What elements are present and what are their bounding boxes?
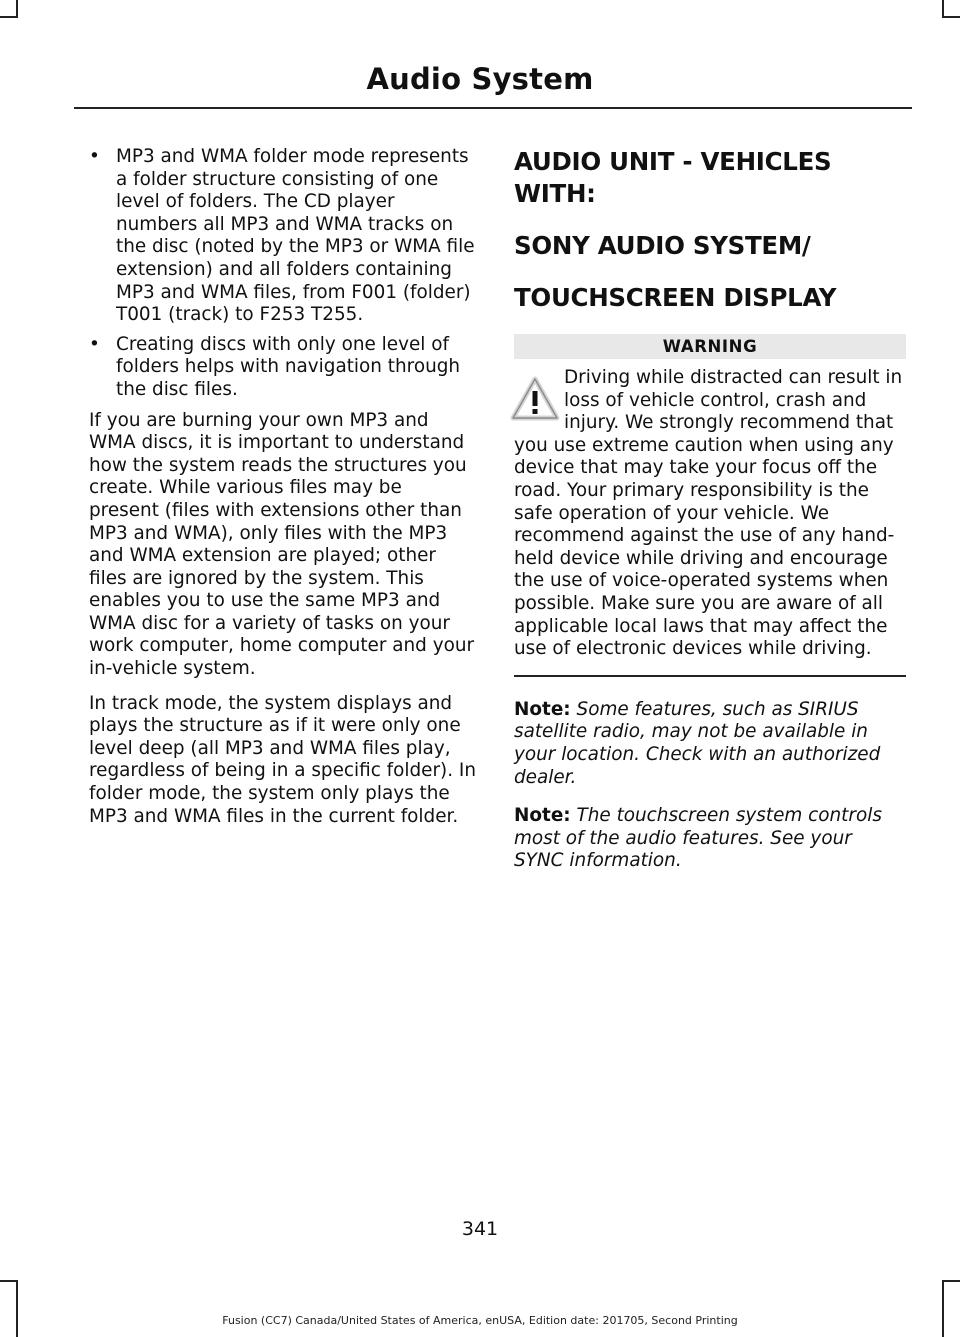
note xyxy=(514,699,906,789)
crop-mark xyxy=(942,0,944,16)
left-column xyxy=(89,146,477,840)
warning-triangle-icon xyxy=(510,375,560,423)
page-title: Audio System xyxy=(366,62,594,96)
body-paragraph: In track mode, the system displays and plays the structure as if it were only one level deep (all MP3 and WMA files play, regardless of being in a specific folder). In folder mode, the system only plays the MP3 and WMA files in the current folder. xyxy=(89,692,476,827)
section-heading-line: AUDIO UNIT - VEHICLES WITH: xyxy=(514,147,832,208)
warning-text: Driving while distracted can result in loss of vehicle control, crash and injury. We strongly recommend that you use extreme caution when using any device that may take your focus off the road. Your primary responsibility is the safe operation of your vehicle. We recommend against the use of any hand-held device while driving and encourage the use of voice-operated systems when possible. Make sure you are aware of all applicable local laws that may affect the use of electronic devices while driving. xyxy=(514,367,903,660)
warning-divider xyxy=(514,675,906,677)
crop-mark xyxy=(0,16,18,18)
bullet-icon: • xyxy=(89,333,100,355)
note-label: Note: xyxy=(514,805,571,827)
section-heading-line: SONY AUDIO SYSTEM/ xyxy=(514,231,811,260)
note-text: The touchscreen system controls most of the audio features. See your SYNC information. xyxy=(514,805,882,872)
note-text: Some features, such as SIRIUS satellite radio, may not be available in your location. Check with an authorized dealer. xyxy=(514,698,881,788)
list-item-text: Creating discs with only one level of folders helps with navigation through the disc files. xyxy=(116,333,461,400)
crop-mark xyxy=(942,1280,960,1282)
crop-mark xyxy=(16,1280,18,1337)
crop-mark xyxy=(942,1280,944,1337)
footer-text: Fusion (CC7) Canada/United States of America, enUSA, Edition date: 201705, Second Printing xyxy=(222,1314,738,1327)
note xyxy=(514,805,906,873)
header-divider xyxy=(74,107,912,109)
warning-label: WARNING xyxy=(514,334,906,359)
section-heading xyxy=(514,146,906,314)
crop-mark xyxy=(16,0,18,16)
list-item xyxy=(89,334,477,402)
list-item-text: MP3 and WMA folder mode represents a folder structure consisting of one level of folders. The CD player numbers all MP3 and WMA tracks on the disc (noted by the MP3 or WMA file extension) and all folders containing MP3 and WMA files, from F001 (folder) T001 (track) to F253 T255. xyxy=(116,146,475,326)
crop-mark xyxy=(0,1280,18,1282)
bullet-icon: • xyxy=(89,146,100,167)
right-column xyxy=(514,146,906,873)
list-item xyxy=(89,146,477,327)
warning-box xyxy=(514,367,906,661)
crop-mark xyxy=(942,16,960,18)
section-heading-line: TOUCHSCREEN DISPLAY xyxy=(514,283,837,312)
page-number: 341 xyxy=(461,1218,499,1240)
body-paragraph: If you are burning your own MP3 and WMA discs, it is important to understand how the system reads the structures you create. While various files may be present (files with extensions other than MP3 and WMA), only files with the MP3 and WMA extension are played; other files are ignored by the system. This enables you to use the same MP3 and WMA disc for a variety of tasks on your work computer, home computer and your in-vehicle system. xyxy=(89,409,475,680)
note-label: Note: xyxy=(514,698,571,720)
